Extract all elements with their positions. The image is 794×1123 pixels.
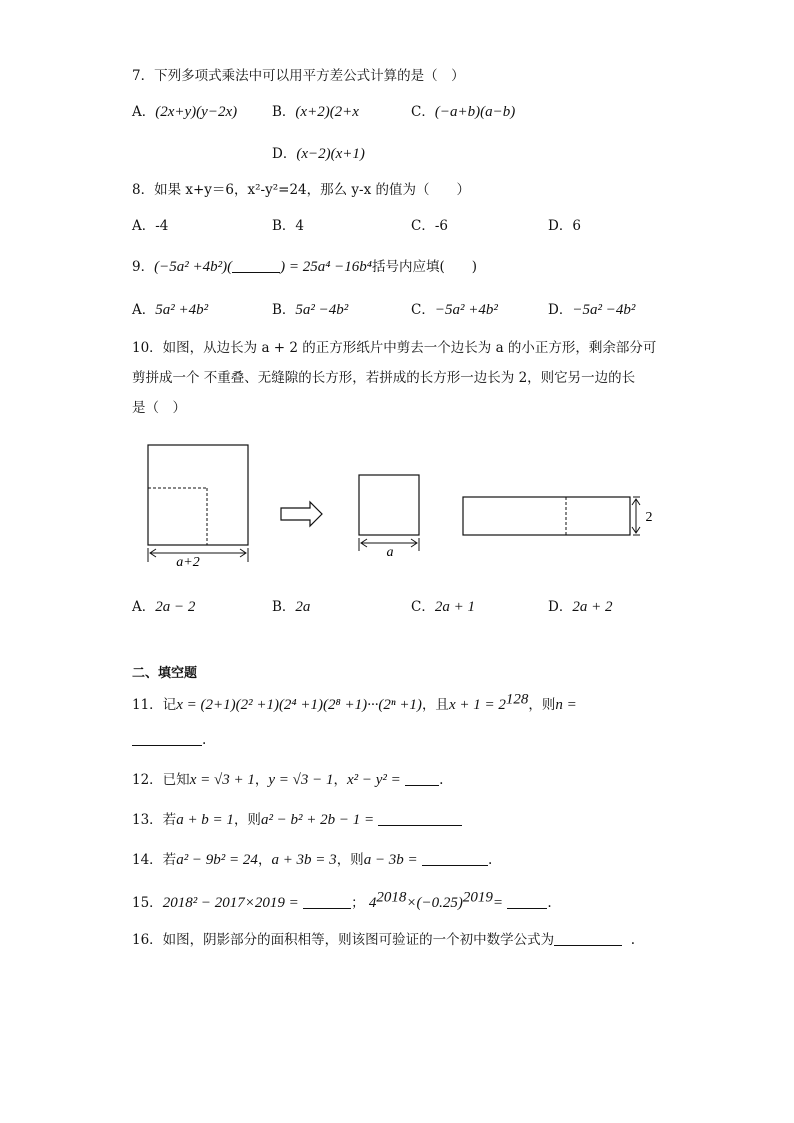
big-square <box>148 445 248 545</box>
q10-option-d[interactable]: D．2a + 2 <box>548 599 613 615</box>
label-2: 2 <box>645 510 653 525</box>
q10-option-a[interactable]: A．2a − 2 <box>132 599 196 615</box>
q11-answer-line: . <box>132 730 206 750</box>
q15-blank-1[interactable] <box>303 894 351 909</box>
q7-option-a[interactable]: A．(2x+y)(y−2x) <box>132 104 238 120</box>
q16-blank[interactable] <box>554 931 622 946</box>
q11-blank[interactable] <box>132 731 202 746</box>
small-square <box>359 475 419 535</box>
q8-option-d[interactable]: D．6 <box>548 218 581 234</box>
q7-option-b[interactable]: B．(x+2)(2+x <box>272 104 359 120</box>
dim-arrow-small-left <box>361 539 367 547</box>
dim-arrow-small-right <box>411 539 417 547</box>
q8-stem: 8．如果 x+y＝6，x²-y²=24，那么 y-x 的值为（ ） <box>132 182 471 198</box>
q10-option-c[interactable]: C．2a + 1 <box>411 599 475 615</box>
label-a: a <box>386 545 394 560</box>
q9-option-a[interactable]: A．5a² +4b² <box>132 302 209 318</box>
arrow-right-icon <box>281 502 322 526</box>
q13-stem: 13．若a + b = 1，则a² − b² + 2b − 1 = <box>132 810 462 830</box>
dim-arrow-left <box>150 549 156 557</box>
q9-option-c[interactable]: C．−5a² +4b² <box>411 302 498 318</box>
q12-blank[interactable] <box>405 771 439 786</box>
section-title: 二、填空题 <box>132 666 198 681</box>
q9-blank[interactable] <box>232 258 280 273</box>
q10-stem-line3: 是（ ） <box>132 400 186 416</box>
q9-option-d[interactable]: D．−5a² −4b² <box>548 302 636 318</box>
q7-stem: 7．下列多项式乘法中可以用平方差公式计算的是（ ） <box>132 68 465 84</box>
q8-option-a[interactable]: A．-4 <box>132 218 169 234</box>
q8-option-c[interactable]: C．-6 <box>411 218 448 234</box>
q8-option-b[interactable]: B．4 <box>272 218 305 234</box>
q14-stem: 14．若a² − 9b² = 24，a + 3b = 3，则a − 3b = . <box>132 852 493 868</box>
q11-stem: 11．记x = (2+1)(2² +1)(2⁴ +1)(2⁸ +1)···(2ⁿ +1)，且$x + 1 = 2^{128}$，则n = <box>132 691 577 713</box>
dim-arrow-rect-bottom <box>632 527 640 533</box>
label-a-plus-2: a+2 <box>176 555 200 570</box>
q10-option-b[interactable]: B．2a <box>272 599 311 615</box>
q15-blank-2[interactable] <box>507 894 547 909</box>
q7-option-c[interactable]: C．(−a+b)(a−b) <box>411 104 516 120</box>
q9-stem: 9．(−5a² +4b²)( ) = 25a⁴ −16b⁴括号内应填( ) <box>132 259 478 275</box>
q15-stem: 15．2018² − 2017×2019 = ； $4^{2018}\times(-0.25)^{2019}=$ . <box>132 889 552 911</box>
q10-stem-line1: 10．如图，从边长为 a + 2 的正方形纸片中剪去一个边长为 a 的小正方形，剩余部分可 <box>132 340 657 356</box>
q9-option-b[interactable]: B．5a² −4b² <box>272 302 349 318</box>
q10-stem-line2: 剪拼成一个 不重叠、无缝隙的长方形，若拼成的长方形一边长为 2，则它另一边的长 <box>132 370 636 386</box>
q13-blank[interactable] <box>378 811 462 826</box>
q14-blank[interactable] <box>422 851 488 866</box>
result-rectangle <box>463 497 630 535</box>
dim-arrow-rect-top <box>632 499 640 505</box>
dim-arrow-right <box>240 549 246 557</box>
q16-stem: 16．如图，阴影部分的面积相等，则该图可验证的一个初中数学公式为 . <box>132 932 636 948</box>
q7-option-d[interactable]: D．(x−2)(x+1) <box>272 146 365 162</box>
q12-stem: 12．已知x = √3 + 1，y = √3 − 1，x² − y² = . <box>132 772 444 788</box>
